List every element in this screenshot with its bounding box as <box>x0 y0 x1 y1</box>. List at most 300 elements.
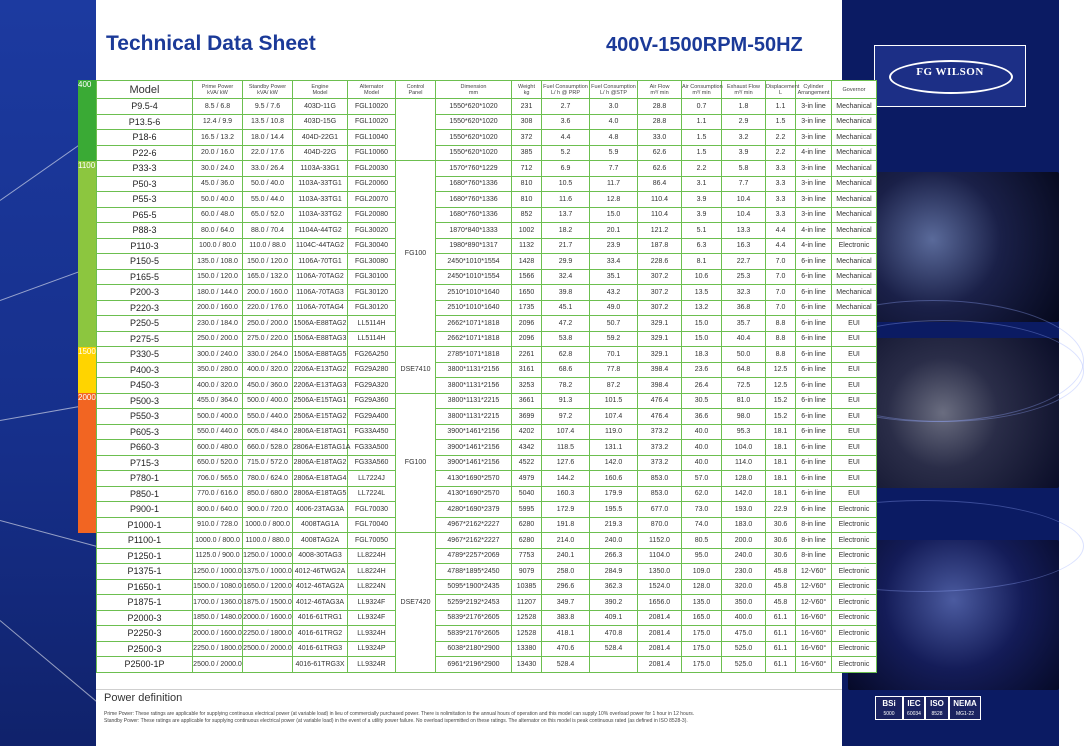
table-cell: 160.6 <box>590 471 638 487</box>
table-row <box>97 269 877 285</box>
table-cell: 2250.0 / 1800.0 <box>243 626 293 642</box>
table-cell: 2500.0 / 2000.0 <box>243 641 293 657</box>
table-cell: 1700.0 / 1360.0 <box>193 595 243 611</box>
table-cell: 2081.4 <box>638 641 682 657</box>
table-cell: 4788*1895*2450 <box>436 564 512 580</box>
table-cell: 409.1 <box>590 610 638 626</box>
table-cell: FGL30040 <box>348 238 396 254</box>
table-cell: 12528 <box>512 610 542 626</box>
table-cell: 3.9 <box>682 207 722 223</box>
table-cell: 2662*1071*1818 <box>436 316 512 332</box>
table-cell: 10.5 <box>542 176 590 192</box>
table-cell: Electronic <box>832 626 877 642</box>
table-cell: Electronic <box>832 595 877 611</box>
model-cell: P1650-1 <box>97 579 193 595</box>
table-cell: 525.0 <box>722 657 766 673</box>
column-header: Fuel Consumption L/ h @STP <box>590 81 638 99</box>
model-cell: P500-3 <box>97 393 193 409</box>
table-cell: 30.6 <box>766 533 796 549</box>
table-cell: 349.7 <box>542 595 590 611</box>
table-cell: 350.0 <box>722 595 766 611</box>
table-cell: FGL20080 <box>348 207 396 223</box>
table-cell: 5.1 <box>682 223 722 239</box>
table-cell: 2.7 <box>542 99 590 115</box>
table-cell: 18.2 <box>542 223 590 239</box>
column-header: Model <box>97 81 193 99</box>
table-cell: 528.4 <box>542 657 590 673</box>
table-cell: 6-in line <box>796 471 832 487</box>
table-cell: 2.2 <box>766 130 796 146</box>
table-cell: 2081.4 <box>638 657 682 673</box>
table-cell: 50.7 <box>590 316 638 332</box>
table-cell: 1103A-33TG1 <box>293 192 348 208</box>
table-cell: 398.4 <box>638 378 682 394</box>
table-cell: EUI <box>832 378 877 394</box>
table-cell: 7.0 <box>766 300 796 316</box>
table-cell: 2081.4 <box>638 626 682 642</box>
table-cell: 86.4 <box>638 176 682 192</box>
table-cell: 1550*620*1020 <box>436 145 512 161</box>
table-cell: 2450*1010*1554 <box>436 254 512 270</box>
table-cell: 39.8 <box>542 285 590 301</box>
table-cell: 3.9 <box>722 145 766 161</box>
table-cell: 1566 <box>512 269 542 285</box>
table-cell: 110.0 / 88.0 <box>243 238 293 254</box>
table-row <box>97 207 877 223</box>
table-cell: Electronic <box>832 641 877 657</box>
table-cell: LL9324H <box>348 626 396 642</box>
table-row <box>97 424 877 440</box>
table-cell: 1875.0 / 1500.0 <box>243 595 293 611</box>
table-cell: FGL70040 <box>348 517 396 533</box>
table-cell: 3900*1461*2156 <box>436 424 512 440</box>
table-cell: 6-in line <box>796 347 832 363</box>
model-cell: P88-3 <box>97 223 193 239</box>
table-cell: 307.2 <box>638 300 682 316</box>
table-cell: 16-V60° <box>796 610 832 626</box>
table-cell: FGL20060 <box>348 176 396 192</box>
table-cell: 398.4 <box>638 362 682 378</box>
prime-power-definition: Prime Power: These ratings are applicable for supplying continuous electrical power (at variable load) in lieu of commercially purchased power. There is nolimitation to the annual hours of operation and this model can supply 10% overload power for 1 hour in 12 hours. <box>104 711 695 717</box>
table-cell: 195.5 <box>590 502 638 518</box>
table-cell: 250.0 / 200.0 <box>193 331 243 347</box>
table-cell: 1.1 <box>682 114 722 130</box>
model-cell: P850-1 <box>97 486 193 502</box>
table-cell: 33.4 <box>590 254 638 270</box>
column-header: Cylinder Arrangement <box>796 81 832 99</box>
table-row <box>97 223 877 239</box>
table-cell: 650.0 / 520.0 <box>193 455 243 471</box>
table-cell: 109.0 <box>682 564 722 580</box>
table-cell: 3-in line <box>796 130 832 146</box>
table-cell: 33.0 <box>638 130 682 146</box>
table-cell: LL5114H <box>348 316 396 332</box>
table-cell: 144.2 <box>542 471 590 487</box>
table-cell: 2806A-E18TAG1 <box>293 424 348 440</box>
table-cell: 8.8 <box>766 347 796 363</box>
model-cell: P780-1 <box>97 471 193 487</box>
table-cell: 4016-61TRG3X <box>293 657 348 673</box>
table-cell: 25.3 <box>722 269 766 285</box>
table-cell: 4012-46TWG2A <box>293 564 348 580</box>
table-cell: 6-in line <box>796 409 832 425</box>
table-cell: 7.0 <box>766 254 796 270</box>
table-cell: 7.0 <box>766 269 796 285</box>
table-cell: 70.1 <box>590 347 638 363</box>
table-cell: 1104C-44TAG2 <box>293 238 348 254</box>
table-cell: 21.7 <box>542 238 590 254</box>
table-cell: 18.1 <box>766 440 796 456</box>
table-row <box>97 300 877 316</box>
table-cell: 4202 <box>512 424 542 440</box>
table-cell: 4008TAG2A <box>293 533 348 549</box>
table-cell: 2206A-E13TAG2 <box>293 362 348 378</box>
table-cell: 308 <box>512 114 542 130</box>
table-cell: 18.1 <box>766 424 796 440</box>
table-cell: 59.2 <box>590 331 638 347</box>
table-cell: 550.0 / 440.0 <box>243 409 293 425</box>
table-cell: 114.0 <box>722 455 766 471</box>
column-header: Standby Power kVA/ kW <box>243 81 293 99</box>
table-cell: 2.2 <box>766 145 796 161</box>
table-cell: 18.3 <box>682 347 722 363</box>
table-cell: 15.0 <box>682 316 722 332</box>
series-strip <box>78 161 96 347</box>
table-cell: 852 <box>512 207 542 223</box>
table-cell: 3.3 <box>766 176 796 192</box>
table-cell: EUI <box>832 347 877 363</box>
table-cell: FGL30120 <box>348 300 396 316</box>
table-cell: 4.4 <box>766 223 796 239</box>
table-cell: 5.8 <box>722 161 766 177</box>
table-cell: 5040 <box>512 486 542 502</box>
table-cell: 3800*1131*2215 <box>436 393 512 409</box>
table-cell: FGL20070 <box>348 192 396 208</box>
table-row <box>97 145 877 161</box>
table-cell: Mechanical <box>832 223 877 239</box>
table-cell: 3-in line <box>796 207 832 223</box>
table-cell: 1132 <box>512 238 542 254</box>
table-cell: 30.6 <box>766 548 796 564</box>
table-cell: 350.0 / 280.0 <box>193 362 243 378</box>
table-cell: 228.6 <box>638 254 682 270</box>
certification-badge: NEMA MG1-22 <box>949 696 981 720</box>
table-cell: 4130*1690*2570 <box>436 486 512 502</box>
table-cell: 53.8 <box>542 331 590 347</box>
model-cell: P150-5 <box>97 254 193 270</box>
column-header: Control Panel <box>396 81 436 99</box>
table-cell: 65.0 / 52.0 <box>243 207 293 223</box>
table-cell: 74.0 <box>682 517 722 533</box>
table-cell: 383.8 <box>542 610 590 626</box>
table-cell: Electronic <box>832 579 877 595</box>
table-cell: 2.2 <box>682 161 722 177</box>
model-cell: P33-3 <box>97 161 193 177</box>
table-cell: 6-in line <box>796 455 832 471</box>
table-row <box>97 192 877 208</box>
table-cell: 32.3 <box>722 285 766 301</box>
table-cell: 4.8 <box>590 130 638 146</box>
table-cell: 1506A-E88TAG2 <box>293 316 348 332</box>
table-cell: 61.1 <box>766 657 796 673</box>
table-cell: EUI <box>832 362 877 378</box>
table-cell: 13.5 / 10.8 <box>243 114 293 130</box>
table-cell: 3.3 <box>766 161 796 177</box>
table-cell: 910.0 / 728.0 <box>193 517 243 533</box>
table-cell: 3-in line <box>796 161 832 177</box>
table-row <box>97 331 877 347</box>
table-header <box>97 81 877 99</box>
table-cell: 4789*2257*2069 <box>436 548 512 564</box>
table-cell: 18.1 <box>766 455 796 471</box>
table-cell: 810 <box>512 192 542 208</box>
table-cell: 2500.0 / 2000.0 <box>193 657 243 673</box>
table-cell: 191.8 <box>542 517 590 533</box>
table-row <box>97 641 877 657</box>
table-cell: 110.4 <box>638 207 682 223</box>
series-label: 1100 <box>78 160 96 170</box>
table-cell: 307.2 <box>638 285 682 301</box>
certification-logos <box>875 696 1045 722</box>
table-cell: 404D-22G <box>293 145 348 161</box>
table-cell: 91.3 <box>542 393 590 409</box>
table-cell: 11207 <box>512 595 542 611</box>
table-cell: Mechanical <box>832 130 877 146</box>
table-cell: 4016-61TRG1 <box>293 610 348 626</box>
table-cell: 8-in line <box>796 533 832 549</box>
table-cell: 200.0 / 160.0 <box>193 300 243 316</box>
table-cell: 1500.0 / 1080.0 <box>193 579 243 595</box>
table-cell: 30.0 / 24.0 <box>193 161 243 177</box>
table-cell: 36.8 <box>722 300 766 316</box>
table-cell: 61.1 <box>766 641 796 657</box>
model-cell: P50-3 <box>97 176 193 192</box>
table-cell: 2000.0 / 1600.0 <box>193 626 243 642</box>
table-cell: 275.0 / 220.0 <box>243 331 293 347</box>
power-definition-footer <box>96 689 842 747</box>
table-cell: 12-V60° <box>796 579 832 595</box>
table-cell: 16.5 / 13.2 <box>193 130 243 146</box>
table-cell: 1106A-70TAG2 <box>293 269 348 285</box>
table-cell: 101.5 <box>590 393 638 409</box>
table-cell: 8.1 <box>682 254 722 270</box>
table-cell: 870.0 <box>638 517 682 533</box>
table-cell: LL8224H <box>348 564 396 580</box>
table-cell: 4012-46TAG2A <box>293 579 348 595</box>
table-cell: 1106A-70TG1 <box>293 254 348 270</box>
table-row <box>97 347 877 363</box>
table-cell: 1152.0 <box>638 533 682 549</box>
table-cell: FG29A320 <box>348 378 396 394</box>
table-cell: 6.9 <box>542 161 590 177</box>
table-cell: 23.6 <box>682 362 722 378</box>
table-cell: 45.0 / 36.0 <box>193 176 243 192</box>
table-cell: 4342 <box>512 440 542 456</box>
model-cell: P1100-1 <box>97 533 193 549</box>
table-cell: FG26A250 <box>348 347 396 363</box>
table-cell: 6-in line <box>796 331 832 347</box>
table-cell: 1570*760*1229 <box>436 161 512 177</box>
table-cell: 23.9 <box>590 238 638 254</box>
model-cell: P400-3 <box>97 362 193 378</box>
table-cell: 6-in line <box>796 440 832 456</box>
table-cell: FG33A450 <box>348 424 396 440</box>
page-title: Technical Data Sheet <box>106 32 316 55</box>
table-cell: 450.0 / 360.0 <box>243 378 293 394</box>
table-row <box>97 409 877 425</box>
table-cell: 131.1 <box>590 440 638 456</box>
table-cell: FGL10020 <box>348 114 396 130</box>
table-cell: 160.3 <box>542 486 590 502</box>
table-row <box>97 362 877 378</box>
table-cell: 13430 <box>512 657 542 673</box>
table-cell: 470.6 <box>542 641 590 657</box>
table-cell: 6-in line <box>796 424 832 440</box>
table-cell: 476.4 <box>638 409 682 425</box>
table-cell: 165.0 / 132.0 <box>243 269 293 285</box>
table-cell: LL7224L <box>348 486 396 502</box>
table-cell: 470.8 <box>590 626 638 642</box>
table-cell: Mechanical <box>832 254 877 270</box>
table-cell: 240.0 <box>722 548 766 564</box>
table-cell: 50.0 <box>722 347 766 363</box>
table-cell: FG29A400 <box>348 409 396 425</box>
logo-text: FG WILSON <box>916 66 984 78</box>
table-cell: 6280 <box>512 533 542 549</box>
table-cell: 6-in line <box>796 362 832 378</box>
control-panel-cell: DSE7410 <box>396 347 436 394</box>
table-cell: 2261 <box>512 347 542 363</box>
table-cell: 4012-46TAG3A <box>293 595 348 611</box>
column-header: Air Consumption m³/ min <box>682 81 722 99</box>
table-cell: 300.0 / 240.0 <box>193 347 243 363</box>
table-cell: 3.3 <box>766 192 796 208</box>
table-cell: 329.1 <box>638 331 682 347</box>
table-cell: 6-in line <box>796 316 832 332</box>
table-cell: LL9324P <box>348 641 396 657</box>
model-cell: P22-6 <box>97 145 193 161</box>
table-cell: 45.8 <box>766 595 796 611</box>
table-cell: 12.4 / 9.9 <box>193 114 243 130</box>
table-cell: 1.5 <box>682 145 722 161</box>
table-cell: 240.0 <box>590 533 638 549</box>
table-cell: 49.0 <box>590 300 638 316</box>
table-cell: 385 <box>512 145 542 161</box>
table-cell: 3661 <box>512 393 542 409</box>
table-cell: 2510*1010*1640 <box>436 300 512 316</box>
table-cell: 10385 <box>512 579 542 595</box>
table-cell: 7.0 <box>766 285 796 301</box>
table-cell: 373.2 <box>638 455 682 471</box>
model-cell: P9.5-4 <box>97 99 193 115</box>
table-row <box>97 595 877 611</box>
table-cell: 28.8 <box>638 114 682 130</box>
table-cell: 12-V60° <box>796 595 832 611</box>
table-cell: 3900*1461*2156 <box>436 455 512 471</box>
table-cell: 329.1 <box>638 316 682 332</box>
table-cell: LL9324R <box>348 657 396 673</box>
table-cell: 455.0 / 364.0 <box>193 393 243 409</box>
table-cell: 230.0 / 184.0 <box>193 316 243 332</box>
table-cell: 81.0 <box>722 393 766 409</box>
table-cell: 100.0 / 80.0 <box>193 238 243 254</box>
table-cell: 9079 <box>512 564 542 580</box>
table-cell: EUI <box>832 424 877 440</box>
table-cell: EUI <box>832 440 877 456</box>
table-cell: 98.0 <box>722 409 766 425</box>
table-cell: 180.0 / 144.0 <box>193 285 243 301</box>
table-cell: 8-in line <box>796 517 832 533</box>
table-cell: 2806A-E18TAG1A <box>293 440 348 456</box>
table-cell: 4016-61TRG2 <box>293 626 348 642</box>
table-cell: 87.2 <box>590 378 638 394</box>
table-cell: 8.5 / 6.8 <box>193 99 243 115</box>
table-cell: Electronic <box>832 517 877 533</box>
table-cell: 62.0 <box>682 486 722 502</box>
table-cell: 400.0 / 320.0 <box>243 362 293 378</box>
table-cell: 175.0 <box>682 657 722 673</box>
table-cell: 550.0 / 440.0 <box>193 424 243 440</box>
table-row <box>97 176 877 192</box>
table-cell: 30.5 <box>682 393 722 409</box>
series-label: 1500 <box>78 346 96 356</box>
table-cell: 16-V60° <box>796 641 832 657</box>
table-cell: 6038*2180*2900 <box>436 641 512 657</box>
table-cell: 110.4 <box>638 192 682 208</box>
table-cell: 404D-22G1 <box>293 130 348 146</box>
table-cell: 400.0 / 320.0 <box>193 378 243 394</box>
table-cell: 1.1 <box>766 99 796 115</box>
table-cell: 20.1 <box>590 223 638 239</box>
table-cell: 172.9 <box>542 502 590 518</box>
table-cell: 2206A-E13TAG3 <box>293 378 348 394</box>
table-cell: 2.9 <box>722 114 766 130</box>
table-cell: FG33A560 <box>348 455 396 471</box>
table-cell: 1656.0 <box>638 595 682 611</box>
table-cell: 16.3 <box>722 238 766 254</box>
table-cell: FGL10020 <box>348 99 396 115</box>
table-row <box>97 517 877 533</box>
table-row <box>97 378 877 394</box>
table-cell: 77.8 <box>590 362 638 378</box>
table-cell: 6-in line <box>796 300 832 316</box>
table-row <box>97 502 877 518</box>
table-cell: 3.0 <box>590 99 638 115</box>
table-row <box>97 657 877 673</box>
table-cell: 5095*1900*2435 <box>436 579 512 595</box>
table-row <box>97 254 877 270</box>
table-cell: 18.0 / 14.4 <box>243 130 293 146</box>
table-cell: 16-V60° <box>796 626 832 642</box>
table-cell: 7.7 <box>722 176 766 192</box>
footer-title: Power definition <box>104 692 183 704</box>
table-cell: 4967*2162*2227 <box>436 533 512 549</box>
table-cell: 61.1 <box>766 626 796 642</box>
table-cell: 3161 <box>512 362 542 378</box>
table-cell: 6961*2196*2900 <box>436 657 512 673</box>
table-cell: 8.8 <box>766 316 796 332</box>
table-cell: 2096 <box>512 316 542 332</box>
table-cell: 22.9 <box>766 502 796 518</box>
table-cell: 18.1 <box>766 471 796 487</box>
table-cell: 525.0 <box>722 641 766 657</box>
table-cell: 150.0 / 120.0 <box>193 269 243 285</box>
table-cell: 1103A-33TG1 <box>293 176 348 192</box>
table-cell: 22.7 <box>722 254 766 270</box>
table-cell: 29.9 <box>542 254 590 270</box>
table-row <box>97 455 877 471</box>
table-cell: FGL30100 <box>348 269 396 285</box>
